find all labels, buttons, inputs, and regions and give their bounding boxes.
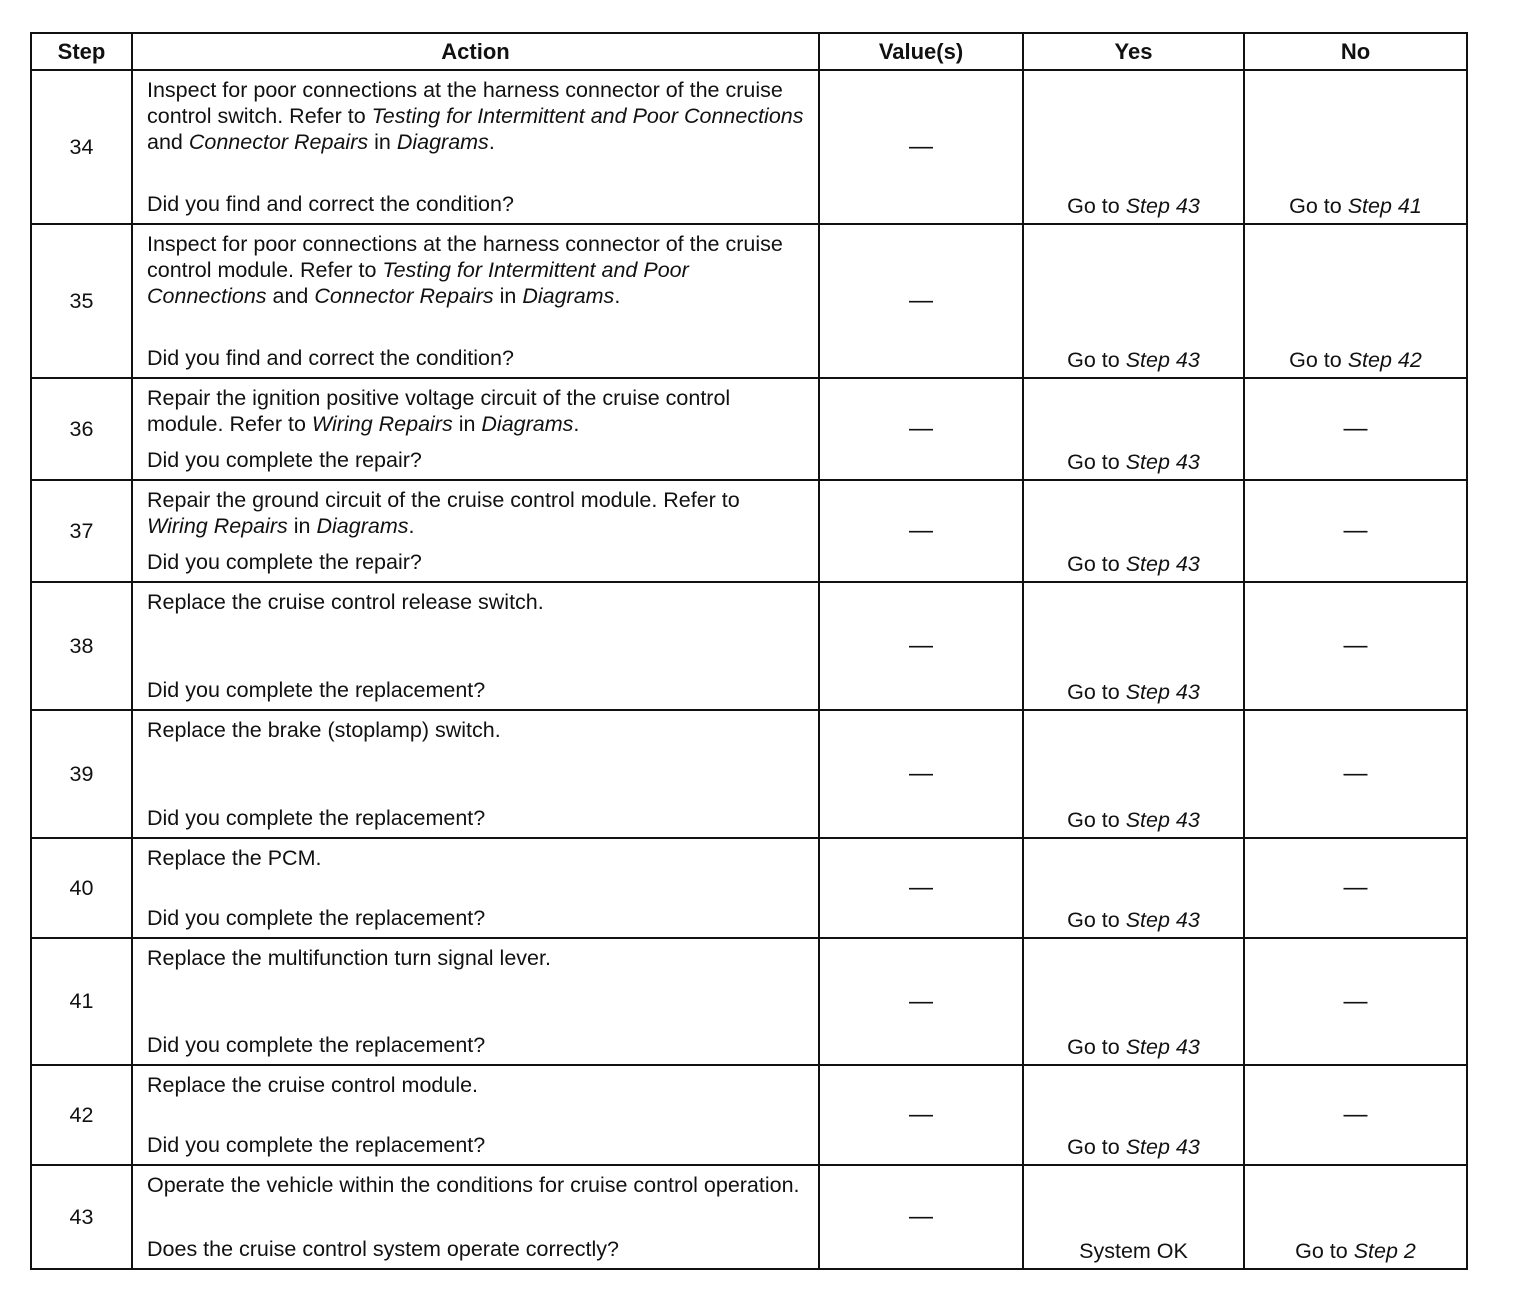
step-number: 36 [31, 378, 132, 480]
no-cell [1244, 1165, 1467, 1269]
action-question: Did you complete the replacement? [147, 1033, 486, 1057]
text-run: Go to [1067, 680, 1126, 704]
action-cell [132, 710, 819, 838]
action-cell [132, 378, 819, 480]
italic-ref: Step 43 [1125, 680, 1200, 704]
value-cell: — [819, 378, 1023, 480]
text-run: . [408, 514, 415, 538]
italic-ref: Step 2 [1353, 1239, 1416, 1263]
action-cell [132, 1165, 819, 1269]
italic-ref: Step 43 [1125, 1135, 1200, 1159]
text-run: . [488, 130, 495, 154]
table-row [31, 1065, 1467, 1165]
action-instruction [147, 379, 804, 437]
action-question: Did you find and correct the condition? [147, 346, 514, 370]
action-question: Did you complete the repair? [147, 448, 422, 472]
text-run: Replace the multifunction turn signal lever. [147, 946, 551, 970]
action-question: Did you complete the replacement? [147, 906, 486, 930]
italic-ref: Wiring Repairs [147, 514, 288, 538]
action-cell [132, 1065, 819, 1165]
text-run: Replace the brake (stoplamp) switch. [147, 718, 501, 742]
text-run: Repair the ignition positive voltage circuit of the cruise control module. Refer to [147, 386, 731, 436]
yes-cell [1023, 378, 1244, 480]
action-cell [132, 224, 819, 378]
yes-cell [1023, 710, 1244, 838]
text-run: Go to [1067, 908, 1126, 932]
yes-cell [1023, 1065, 1244, 1165]
text-run: Inspect for poor connections at the harness connector of the cruise control switch. Refer to [147, 78, 783, 128]
table-row [31, 70, 1467, 224]
italic-ref: Step 43 [1125, 552, 1200, 576]
step-number: 41 [31, 938, 132, 1065]
text-run: Go to [1289, 194, 1348, 218]
no-cell [1244, 938, 1467, 1065]
text-run: Replace the PCM. [147, 846, 322, 870]
text-run: — [1343, 1101, 1368, 1128]
italic-ref: Step 42 [1347, 348, 1422, 372]
action-instruction [147, 939, 804, 971]
text-run: Repair the ground circuit of the cruise control module. Refer to [147, 488, 740, 512]
action-question: Did you complete the replacement? [147, 678, 486, 702]
diagnostic-table [30, 32, 1468, 1270]
action-instruction [147, 839, 804, 871]
text-run: Go to [1067, 194, 1126, 218]
italic-ref: Diagrams [522, 284, 615, 308]
text-run: and [266, 284, 315, 308]
text-run: Inspect for poor connections at the harness connector of the cruise control module. Refer to [147, 232, 783, 282]
italic-ref: Step 41 [1347, 194, 1422, 218]
no-cell [1244, 838, 1467, 938]
action-instruction [147, 1166, 804, 1198]
text-run: Go to [1067, 552, 1126, 576]
italic-ref: Step 43 [1125, 348, 1200, 372]
yes-cell [1023, 1165, 1244, 1269]
text-run: Replace the cruise control module. [147, 1073, 479, 1097]
yes-cell [1023, 224, 1244, 378]
italic-ref: Testing for Intermittent and Poor Connections [147, 258, 689, 308]
yes-cell [1023, 480, 1244, 582]
step-number: 37 [31, 480, 132, 582]
action-content [147, 583, 804, 707]
action-question: Did you find and correct the condition? [147, 192, 514, 216]
italic-ref: Diagrams [481, 412, 574, 436]
header-values: Value(s) [819, 33, 1023, 70]
header-row [31, 33, 1467, 70]
text-run: Go to [1289, 348, 1348, 372]
text-run: . [573, 412, 580, 436]
text-run: Go to [1067, 808, 1126, 832]
no-cell [1244, 378, 1467, 480]
step-number: 40 [31, 838, 132, 938]
no-cell [1244, 582, 1467, 710]
action-content [147, 71, 804, 221]
text-run: . [614, 284, 621, 308]
text-run: in [452, 412, 482, 436]
text-run: Go to [1067, 348, 1126, 372]
italic-ref: Connector Repairs [314, 284, 494, 308]
value-cell: — [819, 224, 1023, 378]
text-run: — [1343, 987, 1368, 1015]
header-no: No [1244, 33, 1467, 70]
action-instruction [147, 1066, 804, 1098]
no-cell [1244, 224, 1467, 378]
action-instruction [147, 225, 804, 309]
yes-cell [1023, 70, 1244, 224]
header-step: Step [31, 33, 132, 70]
action-instruction [147, 711, 804, 743]
value-cell: — [819, 582, 1023, 710]
text-run: Operate the vehicle within the conditions for cruise control operation. [147, 1173, 800, 1197]
table-row [31, 1165, 1467, 1269]
value-cell: — [819, 480, 1023, 582]
italic-ref: Diagrams [316, 514, 409, 538]
text-run: Replace the cruise control release switch. [147, 590, 544, 614]
action-content [147, 839, 804, 935]
action-instruction [147, 583, 804, 615]
table-row [31, 480, 1467, 582]
italic-ref: Step 43 [1125, 908, 1200, 932]
yes-cell [1023, 938, 1244, 1065]
table-row [31, 838, 1467, 938]
value-cell: — [819, 710, 1023, 838]
action-question: Did you complete the repair? [147, 550, 422, 574]
value-cell: — [819, 1065, 1023, 1165]
action-cell [132, 70, 819, 224]
text-run: — [1343, 632, 1368, 659]
diagnostic-table-container [30, 32, 1466, 1270]
italic-ref: Testing for Intermittent and Poor Connections [371, 104, 804, 128]
no-cell [1244, 710, 1467, 838]
action-instruction [147, 71, 804, 155]
italic-ref: Step 43 [1125, 808, 1200, 832]
text-run: System OK [1079, 1239, 1188, 1263]
action-cell [132, 838, 819, 938]
step-number: 39 [31, 710, 132, 838]
action-content [147, 481, 804, 579]
step-number: 38 [31, 582, 132, 710]
no-cell [1244, 70, 1467, 224]
step-number: 35 [31, 224, 132, 378]
table-row [31, 582, 1467, 710]
italic-ref: Step 43 [1125, 194, 1200, 218]
action-content [147, 1166, 804, 1266]
italic-ref: Connector Repairs [188, 130, 369, 154]
value-cell: — [819, 838, 1023, 938]
value-cell: — [819, 70, 1023, 224]
text-run: Go to [1067, 1135, 1126, 1159]
table-row [31, 378, 1467, 480]
action-cell [132, 480, 819, 582]
action-instruction [147, 481, 804, 539]
action-question: Did you complete the replacement? [147, 1133, 486, 1157]
action-content [147, 711, 804, 835]
action-content [147, 939, 804, 1062]
action-question: Did you complete the replacement? [147, 806, 486, 830]
table-body [31, 70, 1467, 1269]
text-run: Go to [1295, 1239, 1354, 1263]
italic-ref: Step 43 [1125, 450, 1200, 474]
text-run: — [1343, 760, 1368, 787]
italic-ref: Wiring Repairs [311, 412, 453, 436]
action-content [147, 225, 804, 375]
step-number: 42 [31, 1065, 132, 1165]
action-question: Does the cruise control system operate correctly? [147, 1237, 620, 1261]
action-cell [132, 582, 819, 710]
text-run: and [147, 130, 189, 154]
table-row [31, 710, 1467, 838]
header-action: Action [132, 33, 819, 70]
no-cell [1244, 480, 1467, 582]
action-cell [132, 938, 819, 1065]
text-run: in [368, 130, 397, 154]
table-row [31, 224, 1467, 378]
value-cell: — [819, 938, 1023, 1065]
yes-cell [1023, 582, 1244, 710]
header-yes: Yes [1023, 33, 1244, 70]
no-cell [1244, 1065, 1467, 1165]
table-row [31, 938, 1467, 1065]
yes-cell [1023, 838, 1244, 938]
action-content [147, 1066, 804, 1162]
text-run: Go to [1067, 450, 1126, 474]
italic-ref: Diagrams [396, 130, 489, 154]
text-run: in [493, 284, 523, 308]
text-run: Go to [1067, 1035, 1126, 1059]
text-run: in [287, 514, 317, 538]
action-content [147, 379, 804, 477]
value-cell: — [819, 1165, 1023, 1269]
text-run: — [1343, 415, 1368, 442]
step-number: 43 [31, 1165, 132, 1269]
italic-ref: Step 43 [1125, 1035, 1200, 1059]
text-run: — [1343, 517, 1368, 544]
text-run: — [1343, 874, 1368, 901]
step-number: 34 [31, 70, 132, 224]
